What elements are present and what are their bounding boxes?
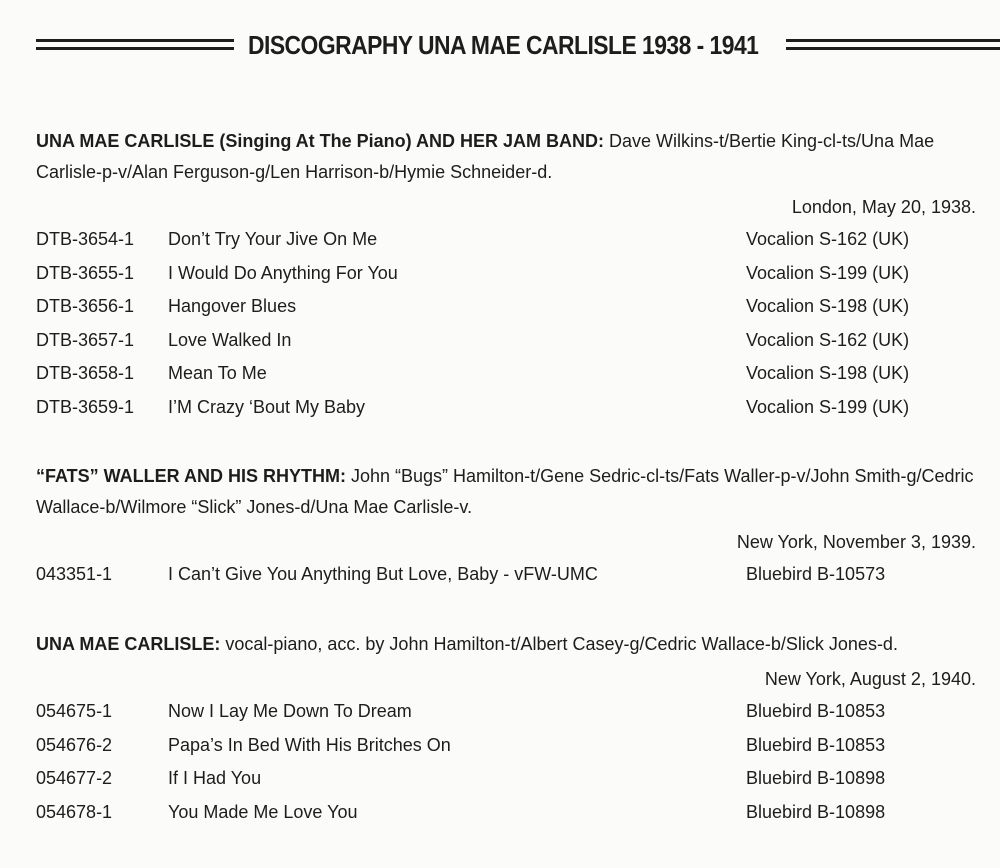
track-row [36,391,976,425]
band-name: UNA MAE CARLISLE: [36,634,221,654]
record-label: Vocalion S-198 (UK) [746,296,910,316]
record-label: Bluebird B-10573 [746,564,886,584]
track-title: Papa’s In Bed With His Britches On [168,734,451,755]
personnel: Dave Wilkins-t/Bertie King-cl-ts/Una Mae Carlisle-p-v/Alan Ferguson-g/Len Harrison-b/Hymie Schneider-d. [36,131,935,182]
matrix-number: DTB-3656-1 [36,296,135,316]
track-title: Hangover Blues [168,296,297,316]
record-label: Bluebird B-10853 [746,734,886,755]
record-label: Vocalion S-162 (UK) [746,229,910,249]
record-label: Vocalion S-199 (UK) [746,396,910,417]
personnel: John “Bugs” Hamilton-t/Gene Sedric-cl-ts/Fats Waller-p-v/John Smith-g/Cedric Wallace-b/Wilmore “Slick” Jones-d/Una Mae Carlisle-v. [36,466,974,517]
page-title: DISCOGRAPHY UNA MAE CARLISLE 1938 - 1941 [248,30,759,60]
matrix-number: 054677-2 [36,768,113,788]
session-2 [36,461,976,592]
session-heading [36,461,976,523]
matrix-number: 054675-1 [36,701,113,721]
track-row [36,223,976,257]
record-label: Vocalion S-198 (UK) [746,363,910,383]
track-row [36,695,976,729]
track-title: I Would Do Anything For You [168,262,398,283]
track-title: Now I Lay Me Down To Dream [168,701,412,721]
matrix-number: 043351-1 [36,564,113,584]
double-rule-left [36,39,234,51]
track-row [36,796,976,830]
record-label: Vocalion S-199 (UK) [746,262,910,283]
track-row [36,558,976,592]
session-heading [36,629,976,660]
track-title: Love Walked In [168,329,292,350]
band-name: UNA MAE CARLISLE (Singing At The Piano) AND HER JAM BAND: [36,131,604,151]
matrix-number: 054676-2 [36,734,113,755]
track-row [36,290,976,324]
matrix-number: DTB-3655-1 [36,262,135,283]
session-place-date: London, May 20, 1938. [791,197,976,217]
matrix-number: DTB-3654-1 [36,229,135,249]
track-row [36,257,976,291]
matrix-number: DTB-3659-1 [36,396,135,417]
matrix-number: DTB-3658-1 [36,363,135,383]
record-label: Vocalion S-162 (UK) [746,329,910,350]
track-title: I’M Crazy ‘Bout My Baby [168,396,366,417]
session-place-date: New York, August 2, 1940. [764,669,976,689]
record-label: Bluebird B-10898 [746,768,886,788]
band-name: “FATS” WALLER AND HIS RHYTHM: [36,466,346,486]
session-place-date: New York, November 3, 1939. [736,532,976,552]
track-title: Mean To Me [168,363,267,383]
record-label: Bluebird B-10898 [746,801,886,822]
session-1 [36,126,976,424]
track-title: You Made Me Love You [168,801,358,822]
record-label: Bluebird B-10853 [746,701,886,721]
track-row [36,729,976,763]
matrix-number: 054678-1 [36,801,113,822]
track-row [36,357,976,391]
page-header [36,30,1000,66]
matrix-number: DTB-3657-1 [36,329,135,350]
track-title: If I Had You [168,768,262,788]
personnel: vocal-piano, acc. by John Hamilton-t/Albert Casey-g/Cedric Wallace-b/Slick Jones-d. [225,634,898,654]
session-3 [36,629,976,829]
track-row [36,324,976,358]
double-rule-right [786,39,1000,51]
track-title: Don’t Try Your Jive On Me [168,229,378,249]
track-row [36,762,976,796]
session-heading [36,126,976,188]
track-title: I Can’t Give You Anything But Love, Baby - vFW-UMC [168,564,598,584]
